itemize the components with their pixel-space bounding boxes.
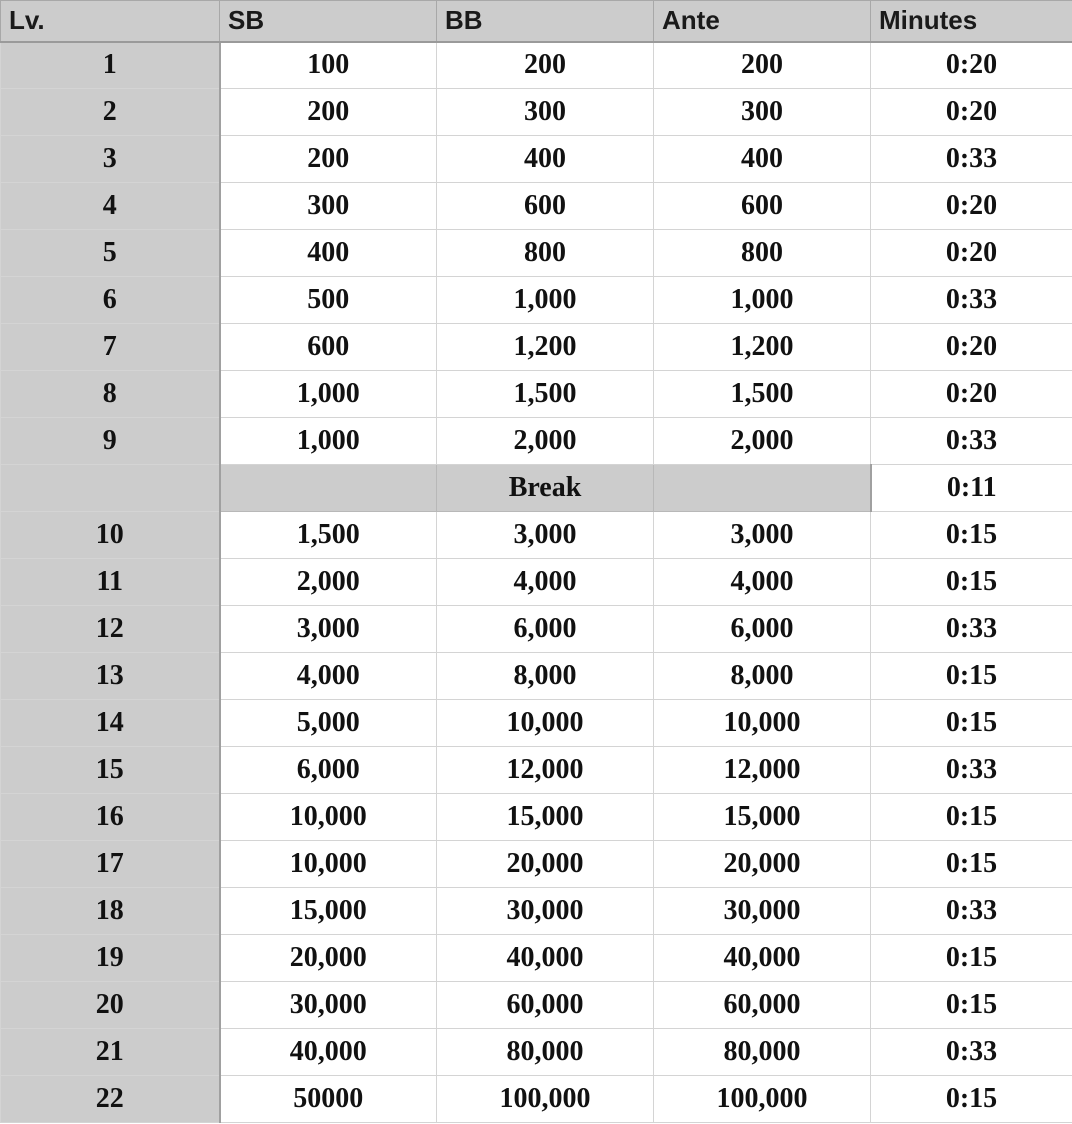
minutes-cell: 0:33 bbox=[871, 136, 1072, 183]
small-blind-cell: 2,000 bbox=[220, 559, 437, 606]
table-row bbox=[1, 183, 1072, 230]
minutes-cell: 0:15 bbox=[871, 794, 1072, 841]
ante-cell: 10,000 bbox=[654, 700, 871, 747]
small-blind-cell: 30,000 bbox=[220, 982, 437, 1029]
table-row bbox=[1, 653, 1072, 700]
ante-cell: 100,000 bbox=[654, 1076, 871, 1123]
minutes-cell: 0:20 bbox=[871, 230, 1072, 277]
table-row bbox=[1, 277, 1072, 324]
small-blind-cell: 10,000 bbox=[220, 841, 437, 888]
table-row bbox=[1, 700, 1072, 747]
table-row bbox=[1, 1029, 1072, 1076]
minutes-cell: 0:15 bbox=[871, 700, 1072, 747]
level-cell: 15 bbox=[1, 747, 220, 794]
table-row bbox=[1, 606, 1072, 653]
minutes-cell: 0:33 bbox=[871, 747, 1072, 794]
big-blind-cell: 15,000 bbox=[437, 794, 654, 841]
break-row bbox=[1, 465, 1072, 512]
ante-cell: 600 bbox=[654, 183, 871, 230]
ante-cell: 3,000 bbox=[654, 512, 871, 559]
level-cell bbox=[1, 465, 220, 512]
minutes-cell: 0:33 bbox=[871, 418, 1072, 465]
minutes-cell: 0:20 bbox=[871, 324, 1072, 371]
header-level: Lv. bbox=[1, 1, 220, 42]
level-cell: 14 bbox=[1, 700, 220, 747]
big-blind-cell: 4,000 bbox=[437, 559, 654, 606]
ante-cell: 20,000 bbox=[654, 841, 871, 888]
big-blind-cell: 80,000 bbox=[437, 1029, 654, 1076]
ante-cell: 2,000 bbox=[654, 418, 871, 465]
level-cell: 1 bbox=[1, 42, 220, 89]
minutes-cell: 0:15 bbox=[871, 935, 1072, 982]
small-blind-cell: 300 bbox=[220, 183, 437, 230]
header-minutes: Minutes bbox=[871, 1, 1072, 42]
big-blind-cell: 100,000 bbox=[437, 1076, 654, 1123]
level-cell: 21 bbox=[1, 1029, 220, 1076]
table-row bbox=[1, 418, 1072, 465]
ante-cell: 30,000 bbox=[654, 888, 871, 935]
ante-cell: 15,000 bbox=[654, 794, 871, 841]
table-row bbox=[1, 1076, 1072, 1123]
header-big-blind: BB bbox=[437, 1, 654, 42]
table-row bbox=[1, 42, 1072, 89]
big-blind-cell: 6,000 bbox=[437, 606, 654, 653]
ante-cell: 300 bbox=[654, 89, 871, 136]
level-cell: 9 bbox=[1, 418, 220, 465]
big-blind-cell: 60,000 bbox=[437, 982, 654, 1029]
header-small-blind: SB bbox=[220, 1, 437, 42]
level-cell: 3 bbox=[1, 136, 220, 183]
minutes-cell: 0:15 bbox=[871, 653, 1072, 700]
level-cell: 12 bbox=[1, 606, 220, 653]
level-cell: 22 bbox=[1, 1076, 220, 1123]
minutes-cell: 0:33 bbox=[871, 1029, 1072, 1076]
level-cell: 8 bbox=[1, 371, 220, 418]
level-cell: 13 bbox=[1, 653, 220, 700]
minutes-cell: 0:20 bbox=[871, 371, 1072, 418]
big-blind-cell: 300 bbox=[437, 89, 654, 136]
minutes-cell: 0:15 bbox=[871, 512, 1072, 559]
minutes-cell: 0:20 bbox=[871, 183, 1072, 230]
small-blind-cell: 10,000 bbox=[220, 794, 437, 841]
ante-cell: 6,000 bbox=[654, 606, 871, 653]
small-blind-cell: 6,000 bbox=[220, 747, 437, 794]
big-blind-cell: 2,000 bbox=[437, 418, 654, 465]
table-row bbox=[1, 324, 1072, 371]
big-blind-cell: 10,000 bbox=[437, 700, 654, 747]
big-blind-cell: 200 bbox=[437, 42, 654, 89]
big-blind-cell: 8,000 bbox=[437, 653, 654, 700]
small-blind-cell bbox=[220, 465, 437, 512]
ante-cell: 8,000 bbox=[654, 653, 871, 700]
table-row bbox=[1, 559, 1072, 606]
table-row bbox=[1, 230, 1072, 277]
small-blind-cell: 5,000 bbox=[220, 700, 437, 747]
level-cell: 20 bbox=[1, 982, 220, 1029]
big-blind-cell: 1,200 bbox=[437, 324, 654, 371]
level-cell: 10 bbox=[1, 512, 220, 559]
table-row bbox=[1, 935, 1072, 982]
table-row bbox=[1, 794, 1072, 841]
ante-cell: 4,000 bbox=[654, 559, 871, 606]
level-cell: 4 bbox=[1, 183, 220, 230]
minutes-cell: 0:33 bbox=[871, 277, 1072, 324]
level-cell: 5 bbox=[1, 230, 220, 277]
small-blind-cell: 4,000 bbox=[220, 653, 437, 700]
big-blind-cell: 40,000 bbox=[437, 935, 654, 982]
small-blind-cell: 200 bbox=[220, 89, 437, 136]
ante-cell: 1,200 bbox=[654, 324, 871, 371]
small-blind-cell: 600 bbox=[220, 324, 437, 371]
minutes-cell: 0:11 bbox=[871, 465, 1072, 512]
table-row bbox=[1, 371, 1072, 418]
big-blind-cell: 800 bbox=[437, 230, 654, 277]
ante-cell: 40,000 bbox=[654, 935, 871, 982]
small-blind-cell: 100 bbox=[220, 42, 437, 89]
level-cell: 18 bbox=[1, 888, 220, 935]
minutes-cell: 0:15 bbox=[871, 559, 1072, 606]
small-blind-cell: 20,000 bbox=[220, 935, 437, 982]
small-blind-cell: 1,500 bbox=[220, 512, 437, 559]
level-cell: 17 bbox=[1, 841, 220, 888]
ante-cell: 12,000 bbox=[654, 747, 871, 794]
minutes-cell: 0:33 bbox=[871, 888, 1072, 935]
table-row bbox=[1, 89, 1072, 136]
small-blind-cell: 1,000 bbox=[220, 371, 437, 418]
small-blind-cell: 1,000 bbox=[220, 418, 437, 465]
header-ante: Ante bbox=[654, 1, 871, 42]
small-blind-cell: 3,000 bbox=[220, 606, 437, 653]
ante-cell: 200 bbox=[654, 42, 871, 89]
table-row bbox=[1, 982, 1072, 1029]
header-row bbox=[1, 1, 1072, 42]
big-blind-cell: 1,500 bbox=[437, 371, 654, 418]
table-row bbox=[1, 747, 1072, 794]
minutes-cell: 0:20 bbox=[871, 89, 1072, 136]
small-blind-cell: 200 bbox=[220, 136, 437, 183]
small-blind-cell: 500 bbox=[220, 277, 437, 324]
minutes-cell: 0:15 bbox=[871, 1076, 1072, 1123]
level-cell: 16 bbox=[1, 794, 220, 841]
ante-cell: 80,000 bbox=[654, 1029, 871, 1076]
big-blind-cell: 400 bbox=[437, 136, 654, 183]
small-blind-cell: 50000 bbox=[220, 1076, 437, 1123]
level-cell: 7 bbox=[1, 324, 220, 371]
ante-cell: 60,000 bbox=[654, 982, 871, 1029]
big-blind-cell: 12,000 bbox=[437, 747, 654, 794]
level-cell: 19 bbox=[1, 935, 220, 982]
minutes-cell: 0:15 bbox=[871, 841, 1072, 888]
table-row bbox=[1, 512, 1072, 559]
ante-cell: 1,000 bbox=[654, 277, 871, 324]
ante-cell: 800 bbox=[654, 230, 871, 277]
small-blind-cell: 40,000 bbox=[220, 1029, 437, 1076]
big-blind-cell: Break bbox=[437, 465, 654, 512]
minutes-cell: 0:15 bbox=[871, 982, 1072, 1029]
table-row bbox=[1, 136, 1072, 183]
table-header bbox=[1, 1, 1072, 42]
big-blind-cell: 3,000 bbox=[437, 512, 654, 559]
ante-cell: 400 bbox=[654, 136, 871, 183]
big-blind-cell: 1,000 bbox=[437, 277, 654, 324]
ante-cell bbox=[654, 465, 871, 512]
table-row bbox=[1, 888, 1072, 935]
table-body bbox=[1, 42, 1072, 1123]
ante-cell: 1,500 bbox=[654, 371, 871, 418]
minutes-cell: 0:20 bbox=[871, 42, 1072, 89]
big-blind-cell: 600 bbox=[437, 183, 654, 230]
small-blind-cell: 15,000 bbox=[220, 888, 437, 935]
level-cell: 2 bbox=[1, 89, 220, 136]
small-blind-cell: 400 bbox=[220, 230, 437, 277]
level-cell: 6 bbox=[1, 277, 220, 324]
minutes-cell: 0:33 bbox=[871, 606, 1072, 653]
level-cell: 11 bbox=[1, 559, 220, 606]
big-blind-cell: 30,000 bbox=[437, 888, 654, 935]
table-row bbox=[1, 841, 1072, 888]
big-blind-cell: 20,000 bbox=[437, 841, 654, 888]
